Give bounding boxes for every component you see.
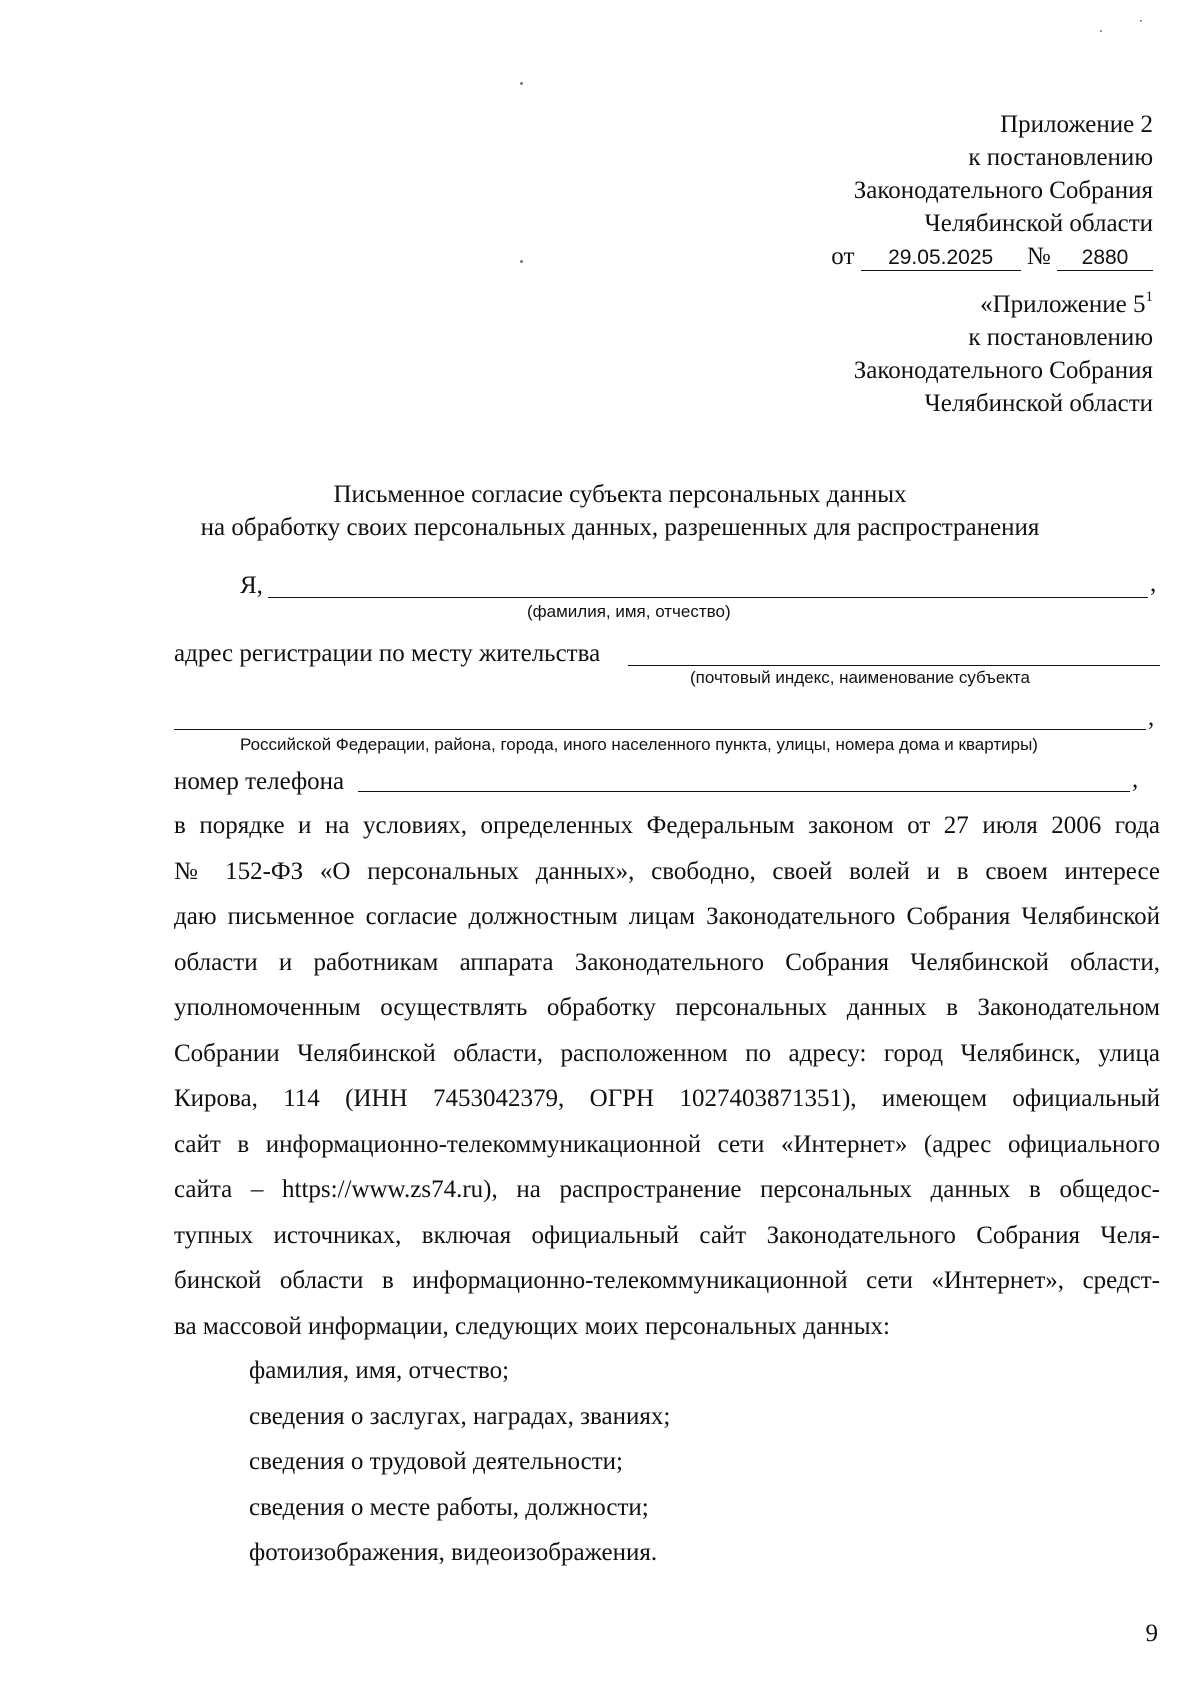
- address-caption-1: (почтовый индекс, наименование субъекта: [690, 668, 1030, 687]
- page-number: 9: [1145, 1620, 1158, 1647]
- address-label: адрес регистрации по месту жительства: [174, 640, 601, 667]
- appendix-title: Приложение 2: [1000, 111, 1153, 138]
- address-comma: ,: [1148, 704, 1155, 731]
- document-title: [120, 478, 1120, 544]
- inner-appendix-superscript: 1: [1145, 289, 1153, 305]
- phone-comma: ,: [1132, 766, 1139, 793]
- paragraph-line: сайт в информационно-телекоммуникационной сети «Интернет» (адрес официального: [174, 1130, 1160, 1158]
- paragraph-line: Собрании Челябинской области, расположенном по адресу: город Челябинск, улица: [174, 1039, 1160, 1067]
- inner-appendix-title-line: [733, 288, 1153, 321]
- paragraph-line: тупных источниках, включая официальный сайт Законодательного Собрания Челя-: [174, 1221, 1160, 1249]
- paragraph-line: ва массовой информации, следующих моих персональных данных:: [174, 1312, 890, 1340]
- date-prefix: от: [831, 243, 855, 270]
- scan-speck: [1140, 20, 1142, 22]
- date-value: 29.05.2025: [861, 246, 1021, 271]
- address-caption-2: Российской Федерации, района, города, иного населенного пункта, улицы, номера дома и квартиры): [240, 735, 1038, 754]
- inner-appendix-header: [733, 288, 1153, 420]
- appendix-header: [733, 108, 1153, 273]
- assembly-line: Законодательного Собрания: [853, 177, 1153, 204]
- list-item: сведения о месте работы, должности;: [249, 1493, 649, 1521]
- to-resolution-line: к постановлению: [968, 144, 1153, 171]
- paragraph-line: даю письменное согласие должностным лицам Законодательного Собрания Челябинской: [174, 903, 1160, 930]
- list-item: фотоизображения, видеоизображения.: [249, 1539, 658, 1566]
- number-value: 2880: [1057, 246, 1153, 271]
- address-field-line-1[interactable]: [628, 665, 1160, 666]
- inner-appendix-title: «Приложение 5: [980, 291, 1146, 318]
- number-sign: №: [1026, 243, 1051, 270]
- inner-to-resolution-line: к постановлению: [968, 324, 1153, 351]
- paragraph-line: в порядке и на условиях, определенных Федеральным законом от 27 июля 2006 года: [174, 812, 1160, 839]
- paragraph-line: уполномоченным осуществлять обработку персональных данных в Законодательном: [174, 994, 1160, 1021]
- paragraph-line: бинской области в информационно-телекоммуникационной сети «Интернет», средст-: [174, 1267, 1160, 1294]
- fio-comma: ,: [1150, 570, 1157, 597]
- paragraph-line: № 152-ФЗ «О персональных данных», свободно, своей волей и в своем интересе: [174, 857, 1160, 885]
- scan-speck: [520, 260, 523, 263]
- paragraph-line: области и работникам аппарата Законодательного Собрания Челябинской области,: [174, 948, 1160, 976]
- address-field-line-2[interactable]: [174, 729, 1146, 730]
- phone-field-line[interactable]: [358, 791, 1130, 792]
- i-label: Я,: [240, 572, 263, 599]
- list-item: сведения о трудовой деятельности;: [249, 1448, 623, 1475]
- list-item: сведения о заслугах, наградах, званиях;: [249, 1402, 671, 1430]
- personal-data-list: [249, 1348, 670, 1576]
- phone-label: номер телефона: [174, 768, 345, 795]
- scan-speck: [1100, 30, 1102, 32]
- title-line-2: на обработку своих персональных данных, разрешенных для распространения: [200, 514, 1040, 541]
- scan-speck: [520, 82, 523, 85]
- consent-paragraph: [174, 803, 1160, 1349]
- list-item: фамилия, имя, отчество;: [249, 1357, 510, 1384]
- region-line: Челябинской области: [924, 210, 1153, 237]
- paragraph-line: сайта – https://www.zs74.ru), на распространение персональных данных в общедос-: [174, 1176, 1160, 1203]
- fio-caption: (фамилия, имя, отчество): [527, 602, 731, 621]
- inner-assembly-line: Законодательного Собрания: [853, 357, 1153, 384]
- paragraph-line: Кирова, 114 (ИНН 7453042379, ОГРН 1027403871351), имеющем официальный: [174, 1085, 1160, 1112]
- title-line-1: Письменное согласие субъекта персональных данных: [333, 481, 907, 508]
- inner-region-line: Челябинской области: [924, 390, 1153, 417]
- date-number-line: [733, 240, 1153, 273]
- fio-field-line[interactable]: [268, 597, 1148, 598]
